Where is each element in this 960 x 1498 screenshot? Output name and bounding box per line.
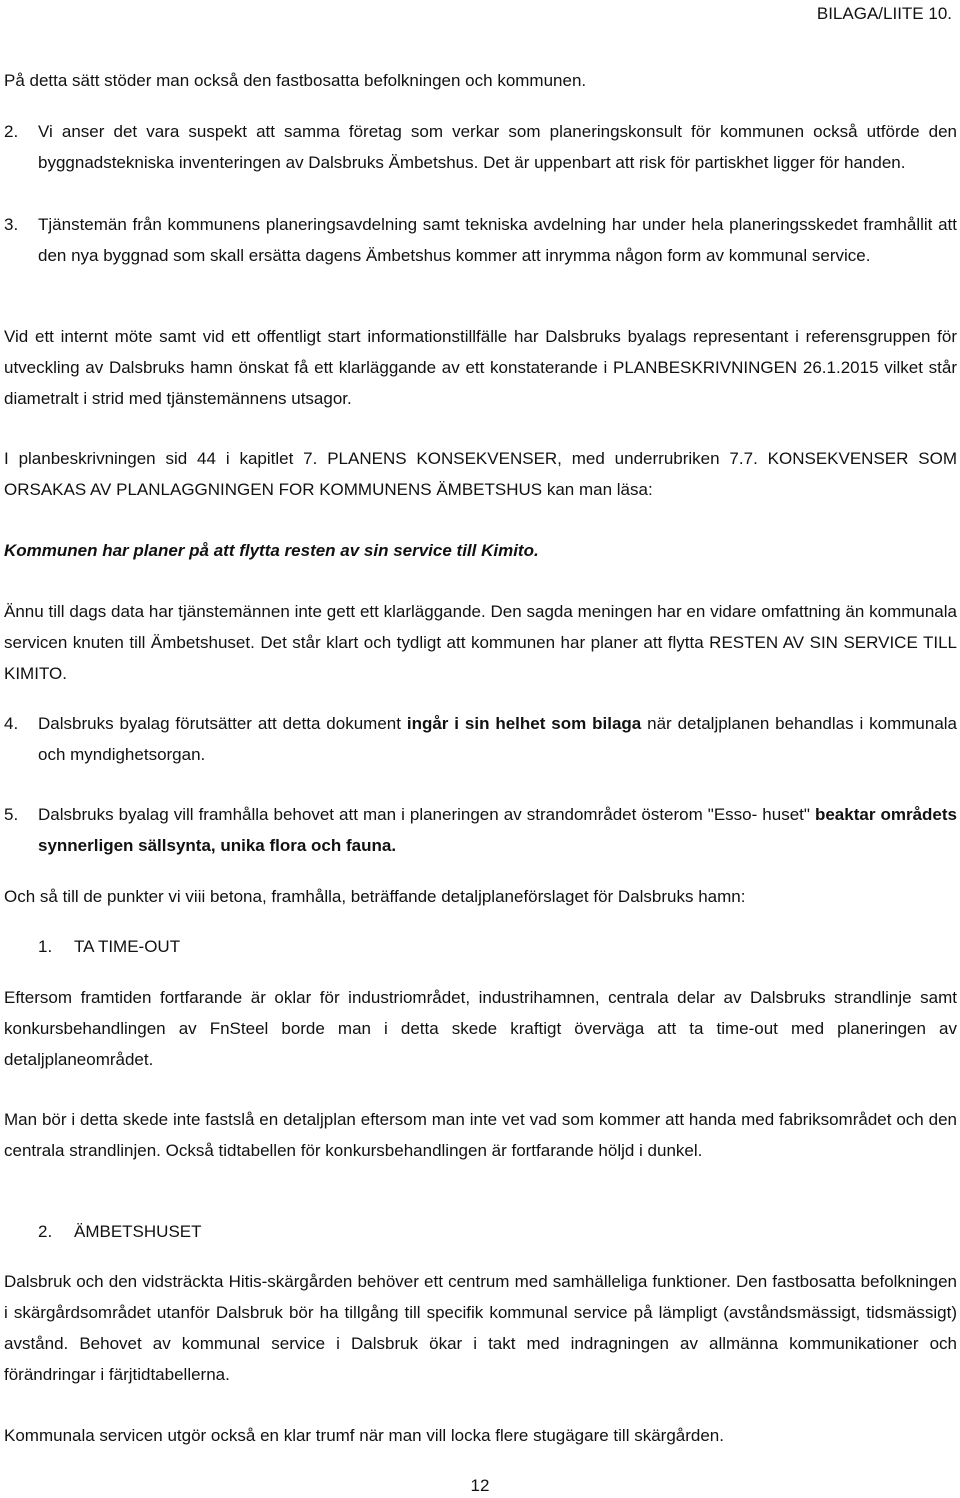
text-segment: Dalsbruks byalag vill framhålla behovet att man i planeringen av strandområdet österom "Esso- huset" xyxy=(38,805,815,824)
planbeskrivning-paragraph: I planbeskrivningen sid 44 i kapitlet 7. PLANENS KONSEKVENSER, med underrubriken 7.7. KONSEKVENSER SOM ORSAKAS AV PLANLAGGNINGEN FOR KOMMUNENS ÄMBETSHUS kan man läsa: xyxy=(4,449,957,499)
list-item-4 xyxy=(4,708,957,770)
heading-number: 2. xyxy=(38,1222,53,1241)
heading-number: 1. xyxy=(38,937,53,956)
eftersom-paragraph: Eftersom framtiden fortfarande är oklar för industriområdet, industrihamnen, centrala delar av Dalsbruks strandlinje samt konkursbehandlingen av FnSteel borde man i detta skede kraftigt överväga att ta time-out med planeringen av detaljplaneområdet. xyxy=(4,988,957,1069)
list-number: 5. xyxy=(4,805,19,824)
intro-paragraph: På detta sätt stöder man också den fastbosatta befolkningen och kommunen. xyxy=(4,71,587,90)
list-text: Vi anser det vara suspekt att samma företag som verkar som planeringskonsult för kommunen också utförde den byggnadstekniska inventeringen av Dalsbruks Ämbetshus. Det är uppenbart att risk för partiskhet ligger för handen. xyxy=(38,122,957,172)
appendix-label: BILAGA/LIITE 10. xyxy=(816,4,952,23)
list-number: 2. xyxy=(4,122,19,141)
quote-paragraph: Kommunen har planer på att flytta resten av sin service till Kimito. xyxy=(4,541,539,560)
heading-label: ÄMBETSHUSET xyxy=(74,1222,202,1241)
heading-ambetshuset xyxy=(38,1216,202,1247)
list-item-5 xyxy=(4,799,957,861)
list-number: 4. xyxy=(4,714,19,733)
kommunala-paragraph: Kommunala servicen utgör också en klar trumf när man vill locka flere stugägare till skärgården. xyxy=(4,1426,724,1445)
dalsbruk-paragraph: Dalsbruk och den vidsträckta Hitis-skärgården behöver ett centrum med samhälleliga funktioner. Den fastbosatta befolkningen i skärgårdsområdet utanför Dalsbruk bör ha tillgång till specifik kommunal service på lämpligt (avståndsmässigt, tidsmässigt) avstånd. Behovet av kommunal service i Dalsbruk ökar i takt med indragningen av allmänna kommunikationer och förändringar i färjtidtabellerna. xyxy=(4,1272,957,1384)
bold-segment: beaktar områdets synnerligen sällsynta, unika flora och fauna. xyxy=(38,805,957,855)
list-item-2 xyxy=(4,116,957,178)
page-number: 12 xyxy=(470,1476,490,1495)
heading-label: TA TIME-OUT xyxy=(74,937,181,956)
meeting-paragraph: Vid ett internt möte samt vid ett offentligt start informationstillfälle har Dalsbruks byalags representant i referensgruppen för utveckling av Dalsbruks hamn önskat få ett klarläggande av ett konstaterande i PLANBESKRIVNINGEN 26.1.2015 vilket står diametralt i strid med tjänstemännens utsagor. xyxy=(4,327,957,408)
annu-paragraph: Ännu till dags data har tjänstemännen inte gett ett klarläggande. Den sagda meningen har en vidare omfattning än kommunala servicen knuten till Ämbetshuset. Det står klart och tydligt att kommunen har planer att flytta RESTEN AV SIN SERVICE TILL KIMITO. xyxy=(4,602,957,683)
list-text: Tjänstemän från kommunens planeringsavdelning samt tekniska avdelning har under hela planeringsskedet framhållit att den nya byggnad som skall ersätta dagens Ämbetshus kommer att inrymma någon form av kommunal service. xyxy=(38,215,957,265)
och-paragraph: Och så till de punkter vi viii betona, framhålla, beträffande detaljplaneförslaget för Dalsbruks hamn: xyxy=(4,887,746,906)
bold-segment: ingår i sin helhet som bilaga xyxy=(406,714,642,733)
text-segment: Dalsbruks byalag förutsätter att detta dokument xyxy=(38,714,407,733)
list-item-3 xyxy=(4,209,957,271)
text-segment: när detaljplanen behandlas i kommunala och myndighetsorgan. xyxy=(38,714,958,764)
man-paragraph: Man bör i detta skede inte fastslå en detaljplan eftersom man inte vet vad som kommer att handa med fabriksområdet och den centrala strandlinjen. Också tidtabellen för konkursbehandlingen är fortfarande höljd i dunkel. xyxy=(4,1110,957,1160)
list-number: 3. xyxy=(4,215,19,234)
list-text xyxy=(38,799,957,861)
list-text xyxy=(38,708,957,770)
heading-time-out xyxy=(38,931,180,962)
